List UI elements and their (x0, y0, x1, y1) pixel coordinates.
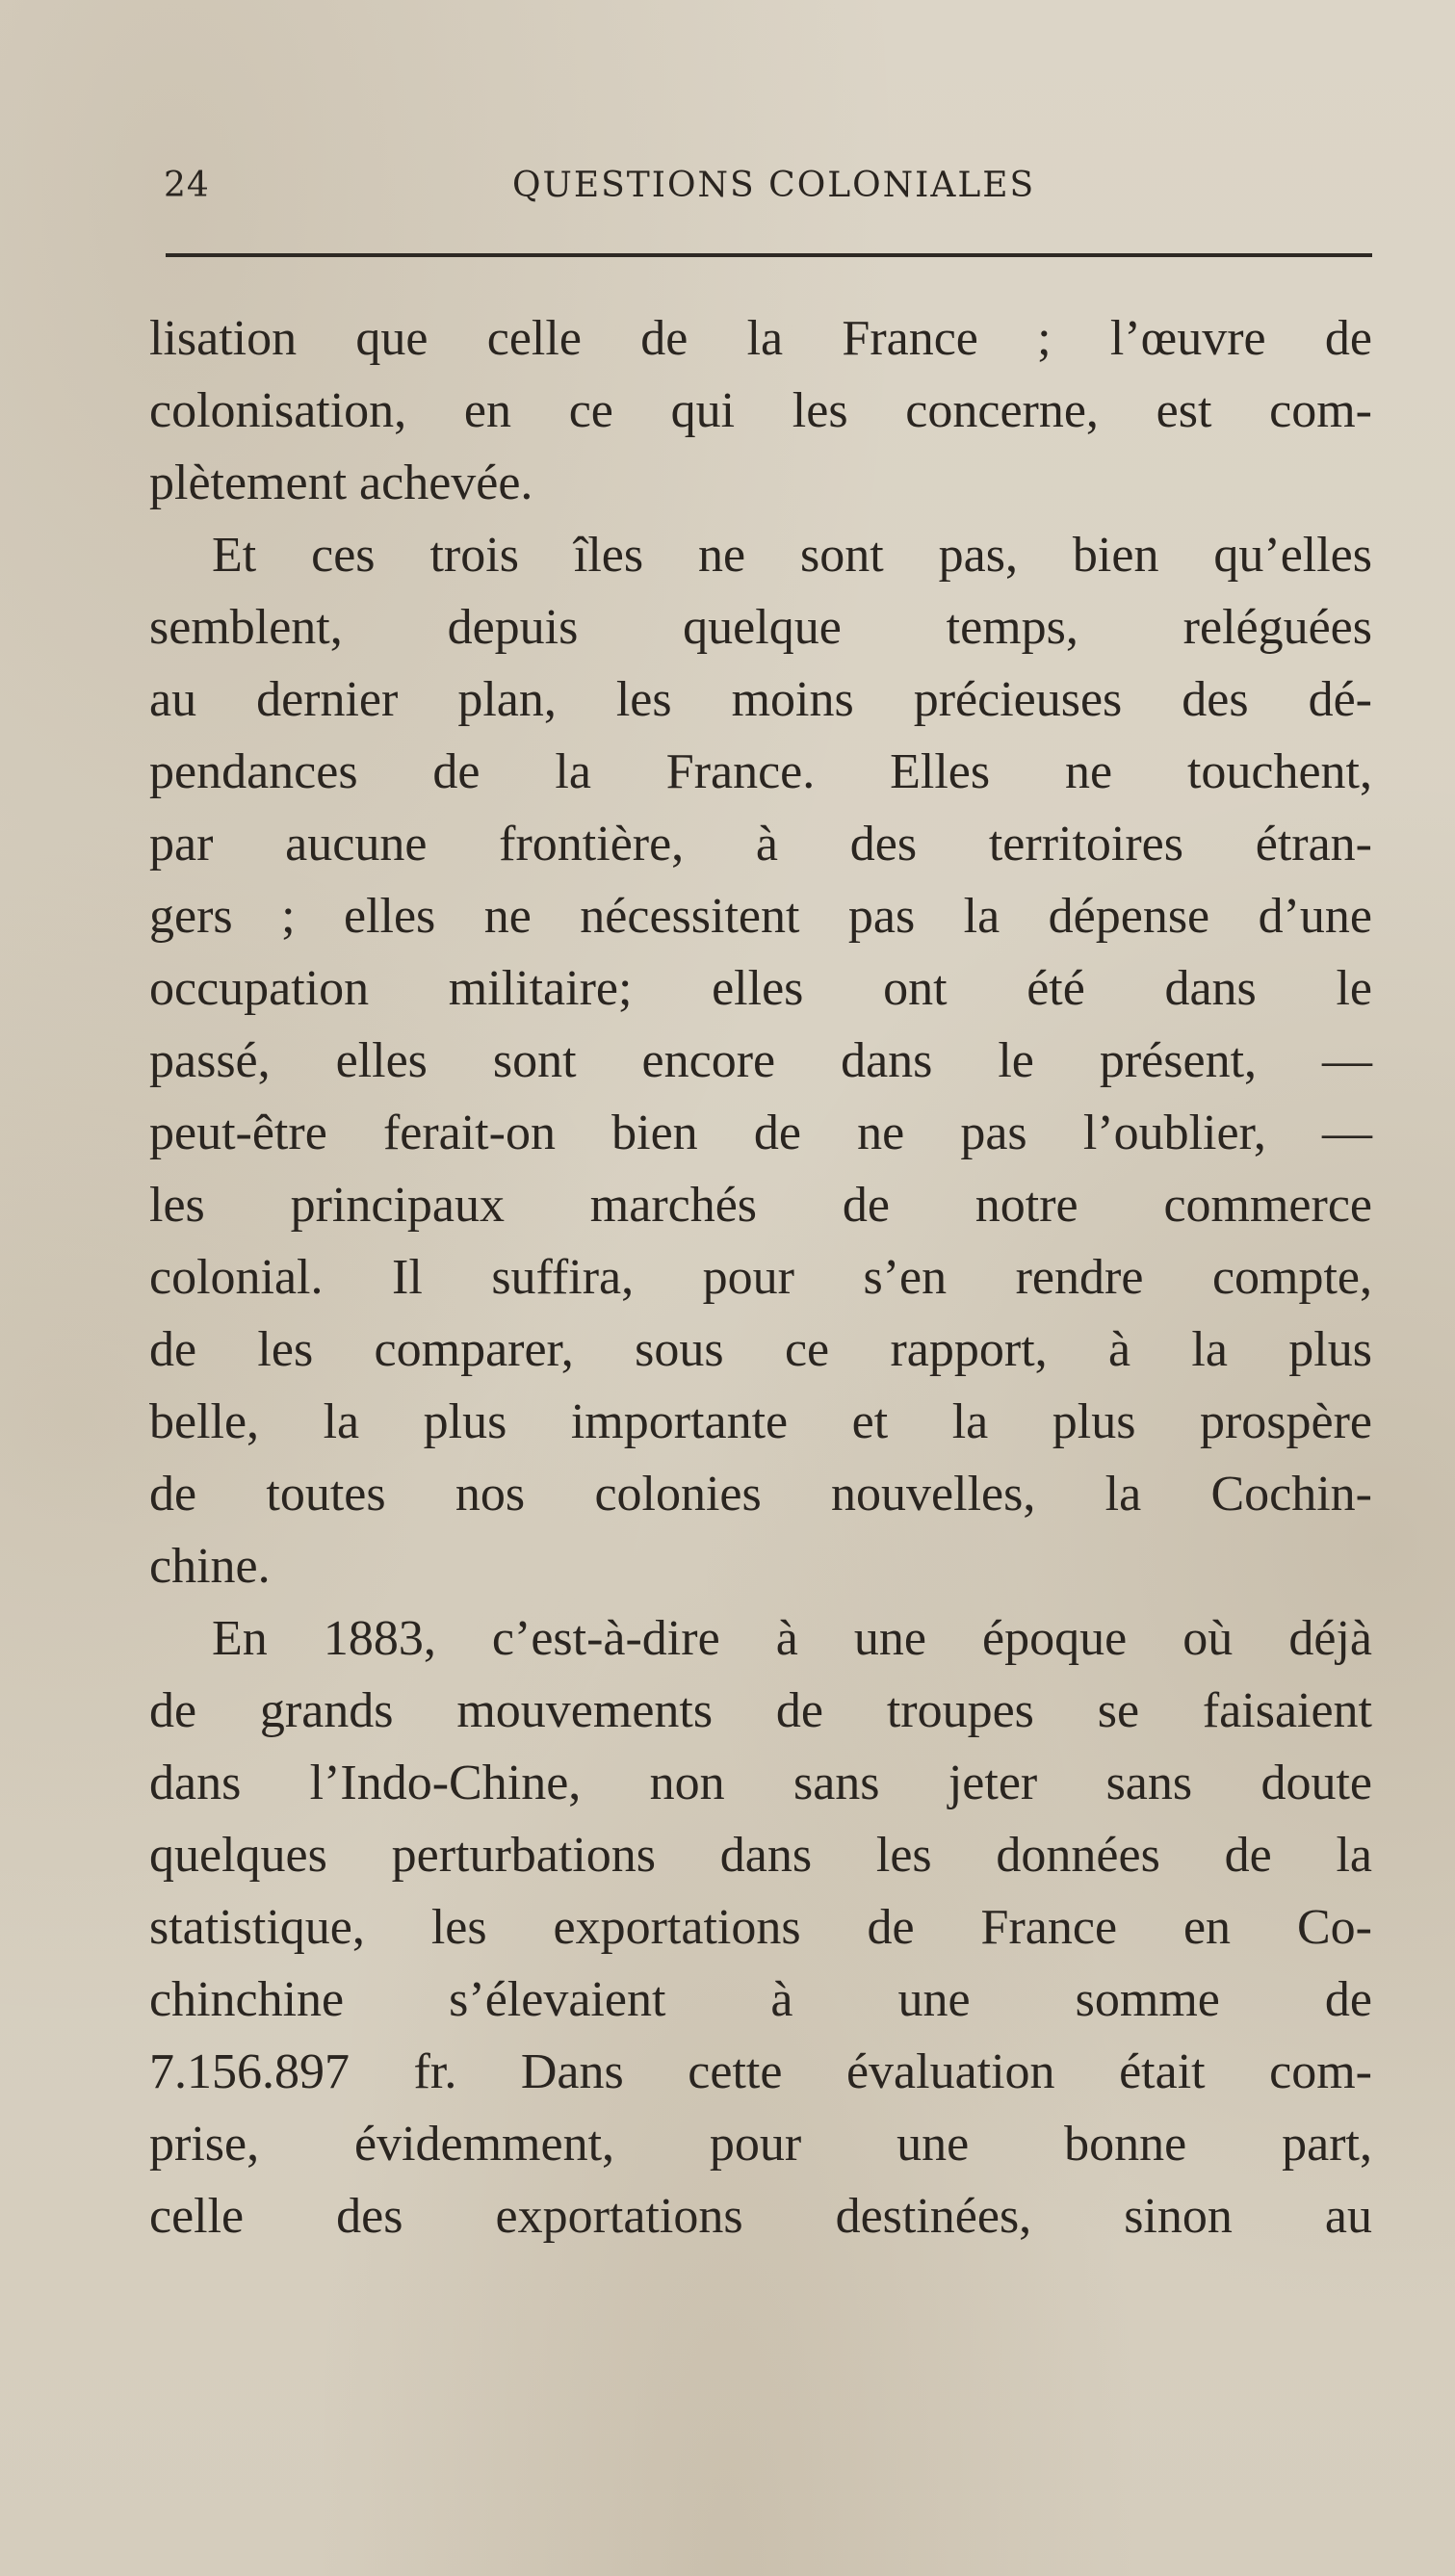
text-line: de les comparer, sous ce rapport, à la plus (149, 1322, 1372, 1377)
header-rule (166, 253, 1372, 257)
text-line: semblent, depuis quelque temps, reléguées (149, 600, 1372, 655)
text-line: celle des exportations destinées, sinon au (149, 2189, 1372, 2244)
text-line: au dernier plan, les moins précieuses des dé- (149, 672, 1372, 727)
text-line: gers ; elles ne nécessitent pas la dépense d’une (149, 889, 1372, 944)
text-line: chinchine s’élevaient à une somme de (149, 1972, 1372, 2027)
text-line: peut-être ferait-on bien de ne pas l’oublier, — (149, 1106, 1372, 1160)
text-line: lisation que celle de la France ; l’œuvre de (149, 311, 1372, 366)
body-text (149, 302, 1372, 2252)
text-line: belle, la plus importante et la plus prospère (149, 1394, 1372, 1449)
text-line: par aucune frontière, à des territoires étran- (149, 817, 1372, 872)
page-header (164, 166, 1372, 223)
text-line: Et ces trois îles ne sont pas, bien qu’elles (212, 528, 1372, 583)
page-number: 24 (164, 166, 210, 205)
text-line: dans l’Indo-Chine, non sans jeter sans doute (149, 1756, 1372, 1810)
text-line: occupation militaire; elles ont été dans le (149, 961, 1372, 1016)
text-line: prise, évidemment, pour une bonne part, (149, 2117, 1372, 2172)
text-line: colonial. Il suffira, pour s’en rendre compte, (149, 1250, 1372, 1305)
text-line: colonisation, en ce qui les concerne, est com- (149, 383, 1372, 438)
text-line: quelques perturbations dans les données de la (149, 1828, 1372, 1883)
text-line: les principaux marchés de notre commerce (149, 1178, 1372, 1233)
text-line: 7.156.897 fr. Dans cette évaluation était com- (149, 2044, 1372, 2099)
text-line: pendances de la France. Elles ne touchent, (149, 744, 1372, 799)
running-head: QUESTIONS COLONIALES (512, 166, 1036, 205)
text-line: passé, elles sont encore dans le présent, — (149, 1033, 1372, 1088)
text-line: statistique, les exportations de France en Co- (149, 1900, 1372, 1955)
text-line: de toutes nos colonies nouvelles, la Cochin- (149, 1467, 1372, 1522)
text-line: En 1883, c’est-à-dire à une époque où déjà (212, 1611, 1372, 1666)
text-line: plètement achevée. (149, 455, 533, 510)
text-line: de grands mouvements de troupes se faisaient (149, 1683, 1372, 1738)
text-line: chine. (149, 1539, 271, 1594)
